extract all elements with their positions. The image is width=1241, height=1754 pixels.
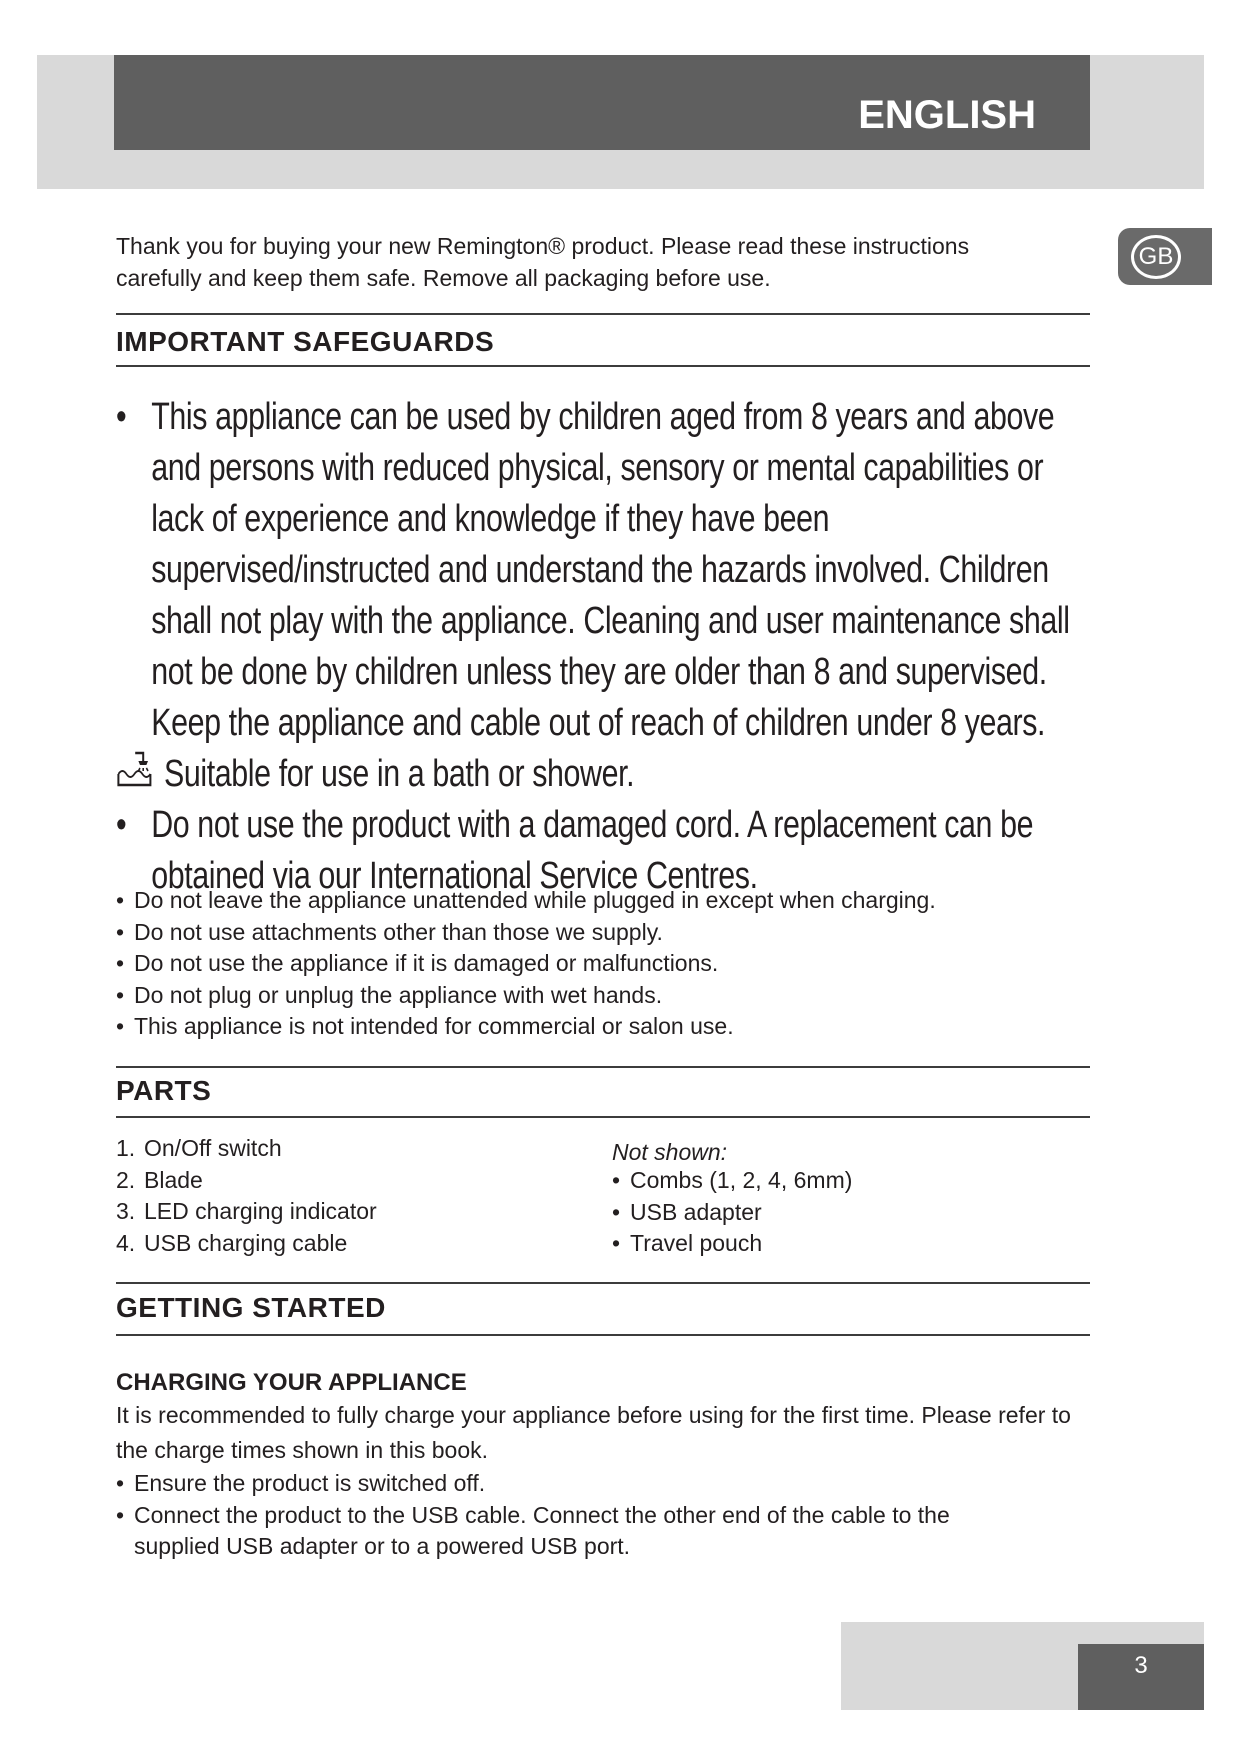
list-item: • This appliance is not intended for commercial or salon use. — [116, 1013, 734, 1039]
list-item: • Do not use the appliance if it is damaged or malfunctions. — [116, 950, 719, 976]
list-item-text: This appliance can be used by children aged from 8 years and above and persons with reduced physical, sensory or mental capabilities or lack of experience and knowledge if they have been supervised/instructed and understand the hazards involved. Children shall not play with the appliance. Cleaning and user maintenance shall not be done by children unless they are older than 8 and supervised. Keep the appliance and cable out of reach of children under 8 years. — [151, 396, 1070, 744]
safeguards-heading: IMPORTANT SAFEGUARDS — [116, 326, 495, 357]
not-shown-label: Not shown: — [612, 1139, 728, 1165]
list-item: 1. On/Off switch — [116, 1135, 282, 1161]
safeguards-small-list — [116, 885, 1116, 1043]
country-code: GB — [1131, 235, 1181, 279]
intro-text: Thank you for buying your new Remington® product. Please read these instructions carefully and keep them safe. Remove all packaging before use. — [116, 233, 970, 291]
not-shown-list — [612, 1165, 1132, 1260]
charging-subheading: CHARGING YOUR APPLIANCE — [116, 1369, 467, 1396]
divider — [116, 1334, 1090, 1336]
language-title: ENGLISH — [858, 93, 1036, 137]
list-item-text: This appliance is not intended for commercial or salon use. — [134, 1013, 734, 1039]
list-item-text: Do not use attachments other than those we supply. — [134, 918, 663, 945]
list-item: • Travel pouch — [612, 1230, 763, 1256]
list-item: • Ensure the product is switched off. — [116, 1470, 486, 1496]
bath-shower-icon — [116, 749, 153, 803]
divider — [116, 313, 1090, 315]
page-number: 3 — [1078, 1644, 1204, 1710]
list-item: • Combs (1, 2, 4, 6mm) — [612, 1167, 853, 1193]
list-item: • Do not leave the appliance unattended while plugged in except when charging. — [116, 887, 936, 913]
divider — [116, 365, 1090, 367]
list-item-text: Do not use the product with a damaged cord. A replacement can be obtained via our International Service Centres. — [151, 804, 1034, 897]
list-item: • Do not use the product with a damaged cord. A replacement can be obtained via our International Service Centres. — [116, 804, 1034, 897]
list-item-text: Do not use the appliance if it is damaged or malfunctions. — [134, 950, 719, 976]
divider — [116, 1116, 1090, 1118]
list-item: 2. Blade — [116, 1166, 203, 1193]
list-item: • Do not use attachments other than those we supply. — [116, 918, 663, 945]
divider — [116, 1066, 1090, 1068]
list-item-text: Do not plug or unplug the appliance with wet hands. — [134, 981, 663, 1008]
parts-heading: PARTS — [116, 1075, 212, 1106]
list-item: 4. USB charging cable — [116, 1229, 348, 1256]
list-item: 3. LED charging indicator — [116, 1198, 377, 1224]
getting-started-heading: GETTING STARTED — [116, 1292, 386, 1323]
language-header — [114, 55, 1090, 150]
parts-list — [116, 1133, 377, 1259]
list-item: • Connect the product to the USB cable. Connect the other end of the cable to the supplied USB adapter or to a powered USB port. — [116, 1501, 950, 1559]
charging-paragraph: It is recommended to fully charge your appliance before using for the first time. Please refer to the charge times shown in this book. — [116, 1402, 1071, 1463]
charging-steps — [116, 1468, 1016, 1563]
list-item-text: Suitable for use in a bath or shower. — [164, 753, 635, 795]
country-tab — [1118, 228, 1212, 285]
list-item — [116, 749, 1116, 800]
list-item: • Do not plug or unplug the appliance with wet hands. — [116, 981, 663, 1008]
list-item-text: Do not leave the appliance unattended while plugged in except when charging. — [134, 887, 936, 913]
safeguards-large-list — [116, 392, 1096, 902]
divider — [116, 1282, 1090, 1284]
list-item: • This appliance can be used by children aged from 8 years and above and persons with reduced physical, sensory or mental capabilities or lack of experience and knowledge if they have been supervised/instructed and understand the hazards involved. Children shall not play with the appliance. Cleaning and user maintenance shall not be done by children unless they are older than 8 and supervised. Keep the appliance and cable out of reach of children under 8 years. — [116, 396, 1070, 744]
list-item: • USB adapter — [612, 1198, 762, 1225]
